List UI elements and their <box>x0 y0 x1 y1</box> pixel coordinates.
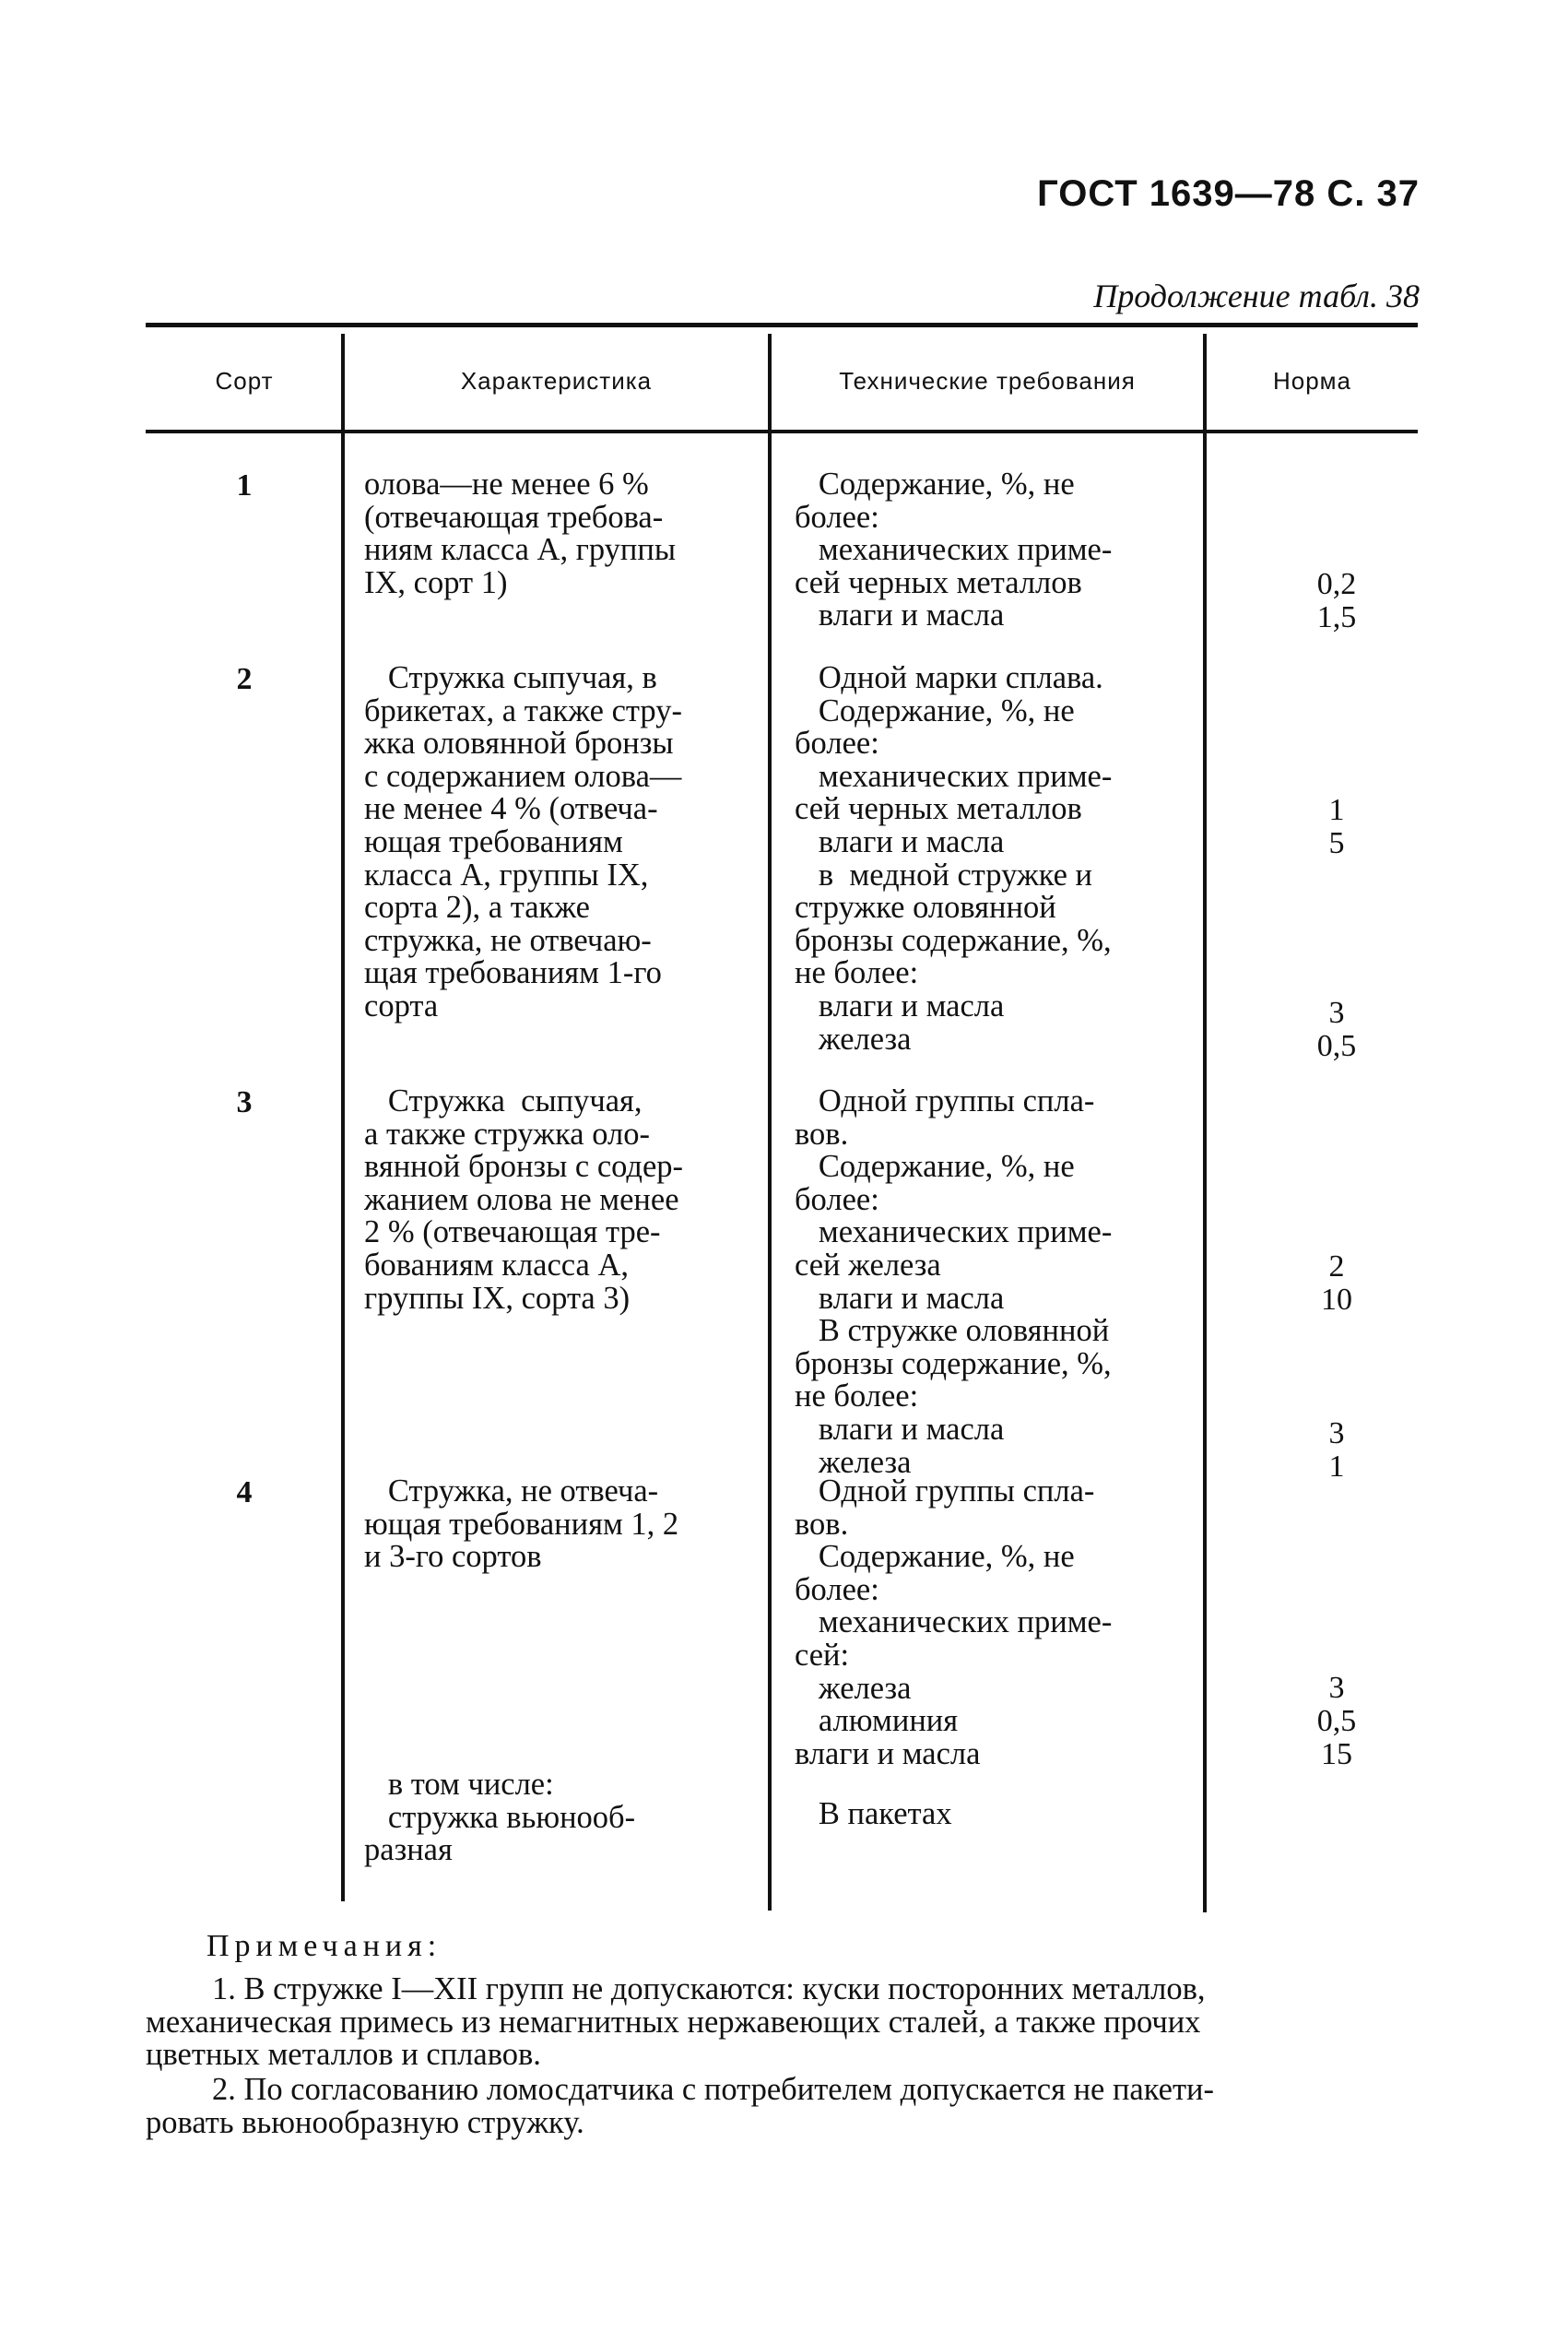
note-2 <box>146 2074 1420 2139</box>
row-sort-number: 4 <box>236 1475 253 1509</box>
column-divider-3 <box>1203 334 1207 1912</box>
note-line: 2. По согласованию ломосдатчика с потребителем допускается не пакети- <box>212 2072 1214 2107</box>
row-norm-value: 0,2 <box>1316 567 1357 601</box>
column-header-characteristic: Характеристика <box>460 367 653 395</box>
column-divider-2 <box>768 334 772 1911</box>
row-sort-number: 1 <box>236 468 253 503</box>
row-norm-value: 0,5 <box>1316 1704 1357 1738</box>
row-characteristic: Стружка сыпучая, а также стружка оло- вянной бронзы с содер- жанием олова не менее 2 % (отвечающая тре- бованиям класса А, группы IX, сорта 3) <box>364 1083 684 1316</box>
note-line: ровать вьюнообразную стружку. <box>146 2104 584 2140</box>
row-norm-value: 3 <box>1328 1416 1345 1450</box>
row-characteristic: Стружка сыпучая, в брикетах, а также стру- жка оловянной бронзы с содержанием олова— не менее 4 % (отвеча- ющая требованиям класса А, группы IX, сорта 2), а также стружка, не отвечаю- щая требованиям 1-го сорта <box>364 660 682 1024</box>
row-sort-number: 2 <box>236 662 253 696</box>
row-norm-value: 0,5 <box>1316 1029 1357 1063</box>
row-norm-value: 1 <box>1328 793 1345 827</box>
row-characteristic: Стружка, не отвеча- ющая требованиям 1, 2 и 3-го сортов <box>364 1473 679 1575</box>
row-norm-value: 15 <box>1321 1737 1352 1771</box>
row-requirements: В пакетах <box>795 1796 952 1831</box>
notes-title: Примечания: <box>206 1929 442 1963</box>
column-header-sort: Сорт <box>215 367 274 395</box>
column-header-norm: Норма <box>1272 367 1352 395</box>
row-characteristic: в том числе: стружка вьюнооб- разная <box>364 1767 636 1868</box>
row-norm-value: 1 <box>1328 1449 1345 1484</box>
row-norm-value: 3 <box>1328 996 1345 1030</box>
column-divider-1 <box>341 334 345 1901</box>
document-reference: ГОСТ 1639—78 С. 37 <box>1037 173 1420 214</box>
row-characteristic: олова—не менее 6 % (отвечающая требова- ниям класса А, группы IX, сорт 1) <box>364 467 676 600</box>
row-requirements: Одной группы спла- вов. Содержание, %, не более: механических приме- сей: железа алюминия влаги и масла <box>795 1473 1113 1771</box>
row-requirements: Одной марки сплава. Содержание, %, не более: механических приме- сей черных металлов влаги и масла в медной стружке и стружке оловянной бронзы содержание, %, не более: влаги и масла железа <box>795 660 1113 1057</box>
row-norm-value: 3 <box>1328 1671 1345 1705</box>
table-top-rule <box>146 323 1418 327</box>
row-requirements: Содержание, %, не более: механических приме- сей черных металлов влаги и масла <box>795 467 1113 633</box>
row-norm-value: 2 <box>1328 1249 1345 1284</box>
note-line: механическая примесь из немагнитных нержавеющих сталей, а также прочих <box>146 2004 1201 2040</box>
column-header-requirements: Технические требования <box>839 367 1136 395</box>
row-requirements: Одной группы спла- вов. Содержание, %, не более: механических приме- сей железа влаги и масла В стружке оловянной бронзы содержание, %, не более: влаги и масла железа <box>795 1083 1113 1480</box>
row-norm-value: 1,5 <box>1316 600 1357 634</box>
table-continuation-label: Продолжение табл. 38 <box>1093 278 1420 314</box>
note-1 <box>146 1973 1420 2072</box>
row-sort-number: 3 <box>236 1085 253 1119</box>
row-norm-value: 5 <box>1328 826 1345 860</box>
note-line: цветных металлов и сплавов. <box>146 2037 541 2073</box>
note-line: 1. В стружке I—XII групп не допускаются: куски посторонних металлов, <box>212 1971 1206 2006</box>
row-norm-value: 10 <box>1321 1283 1352 1317</box>
table-header-rule <box>146 430 1418 433</box>
